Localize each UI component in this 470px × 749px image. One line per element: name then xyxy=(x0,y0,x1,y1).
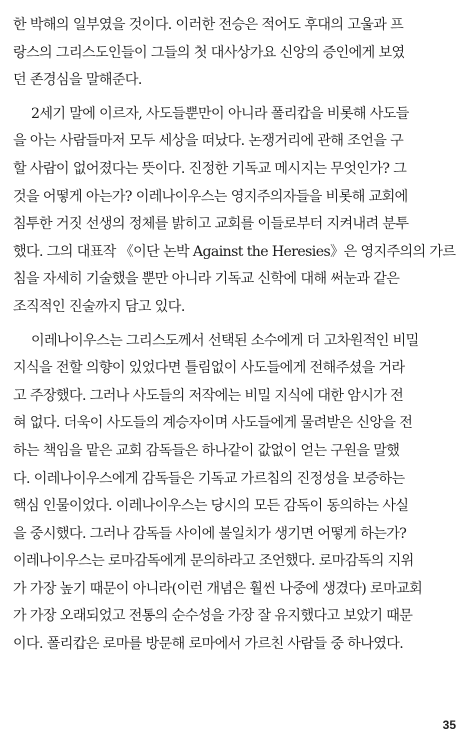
text-line: 가 가장 오래되었고 전통의 순수성을 가장 잘 유지했다고 보았기 때문 xyxy=(13,608,413,625)
text-line: 침투한 거짓 선생의 정체를 밝히고 교회를 이들로부터 지켜내려 분투 xyxy=(13,216,409,233)
text-line: 이레나이우스는 로마감독에게 문의하라고 조언했다. 로마감독의 지위 xyxy=(13,553,414,570)
text-line: 2세기 말에 이르자, 사도들뿐만이 아니라 폴리캅을 비롯해 사도들 xyxy=(31,105,409,122)
text-line: 지식을 전할 의향이 있었다면 틀림없이 사도들에게 전해주셨을 거라 xyxy=(13,360,405,377)
text-line: 할 사람이 없어졌다는 뜻이다. 진정한 기독교 메시지는 무엇인가? 그 xyxy=(13,160,407,177)
text-line: 가 가장 높기 때문이 아니라(이런 개념은 훨씬 나중에 생겼다) 로마교회 xyxy=(13,580,423,597)
text-line: 조직적인 진술까지 담고 있다. xyxy=(13,298,185,315)
paragraph-2 xyxy=(13,101,459,322)
text-line: 랑스의 그리스도인들이 그들의 첫 대사상가요 신앙의 증인에게 보였 xyxy=(13,44,405,61)
text-line: 혀 없다. 더욱이 사도들의 계승자이며 사도들에게 물려받은 신앙을 전 xyxy=(13,415,413,432)
text-line: 했다. 그의 대표작 《이단 논박 Against the Heresies》은 영지주의의 가르 xyxy=(13,243,456,260)
text-line: 것을 어떻게 아는가? 이레나이우스는 영지주의자들을 비롯해 교회에 xyxy=(13,188,408,205)
text-line: 이레나이우스는 그리스도께서 선택된 소수에게 더 고차원적인 비밀 xyxy=(31,332,419,349)
text-line: 이다. 폴리캅은 로마를 방문해 로마에서 가르친 사람들 중 하나였다. xyxy=(13,636,404,653)
text-line: 다. 이레나이우스에게 감독들은 기독교 가르침의 진정성을 보증하는 xyxy=(13,470,405,487)
text-line: 한 박해의 일부였을 것이다. 이러한 전승은 적어도 후대의 고울과 프 xyxy=(13,17,404,33)
paragraph-1 xyxy=(13,12,459,95)
text-line: 을 아는 사람들마저 모두 세상을 떠났다. 논쟁거리에 관해 조언을 구 xyxy=(13,133,404,150)
paragraph-3 xyxy=(13,328,459,659)
text-line: 을 중시했다. 그러나 감독들 사이에 불일치가 생기면 어떻게 하는가? xyxy=(13,525,407,542)
page-number: 35 xyxy=(442,718,456,732)
text-line: 하는 책임을 맡은 교회 감독들은 하나같이 값없이 얻는 구원을 말했 xyxy=(13,442,400,459)
text-line: 침을 자세히 기술했을 뿐만 아니라 기독교 신학에 대해 써눈과 같은 xyxy=(13,271,400,288)
body-text xyxy=(13,12,459,659)
text-line: 핵심 인물이었다. 이레나이우스는 당시의 모든 감독이 동의하는 사실 xyxy=(13,498,409,515)
text-line: 고 주장했다. 그러나 사도들의 저작에는 비밀 지식에 대한 암시가 전 xyxy=(13,387,404,404)
text-line: 던 존경심을 말해준다. xyxy=(13,72,142,89)
